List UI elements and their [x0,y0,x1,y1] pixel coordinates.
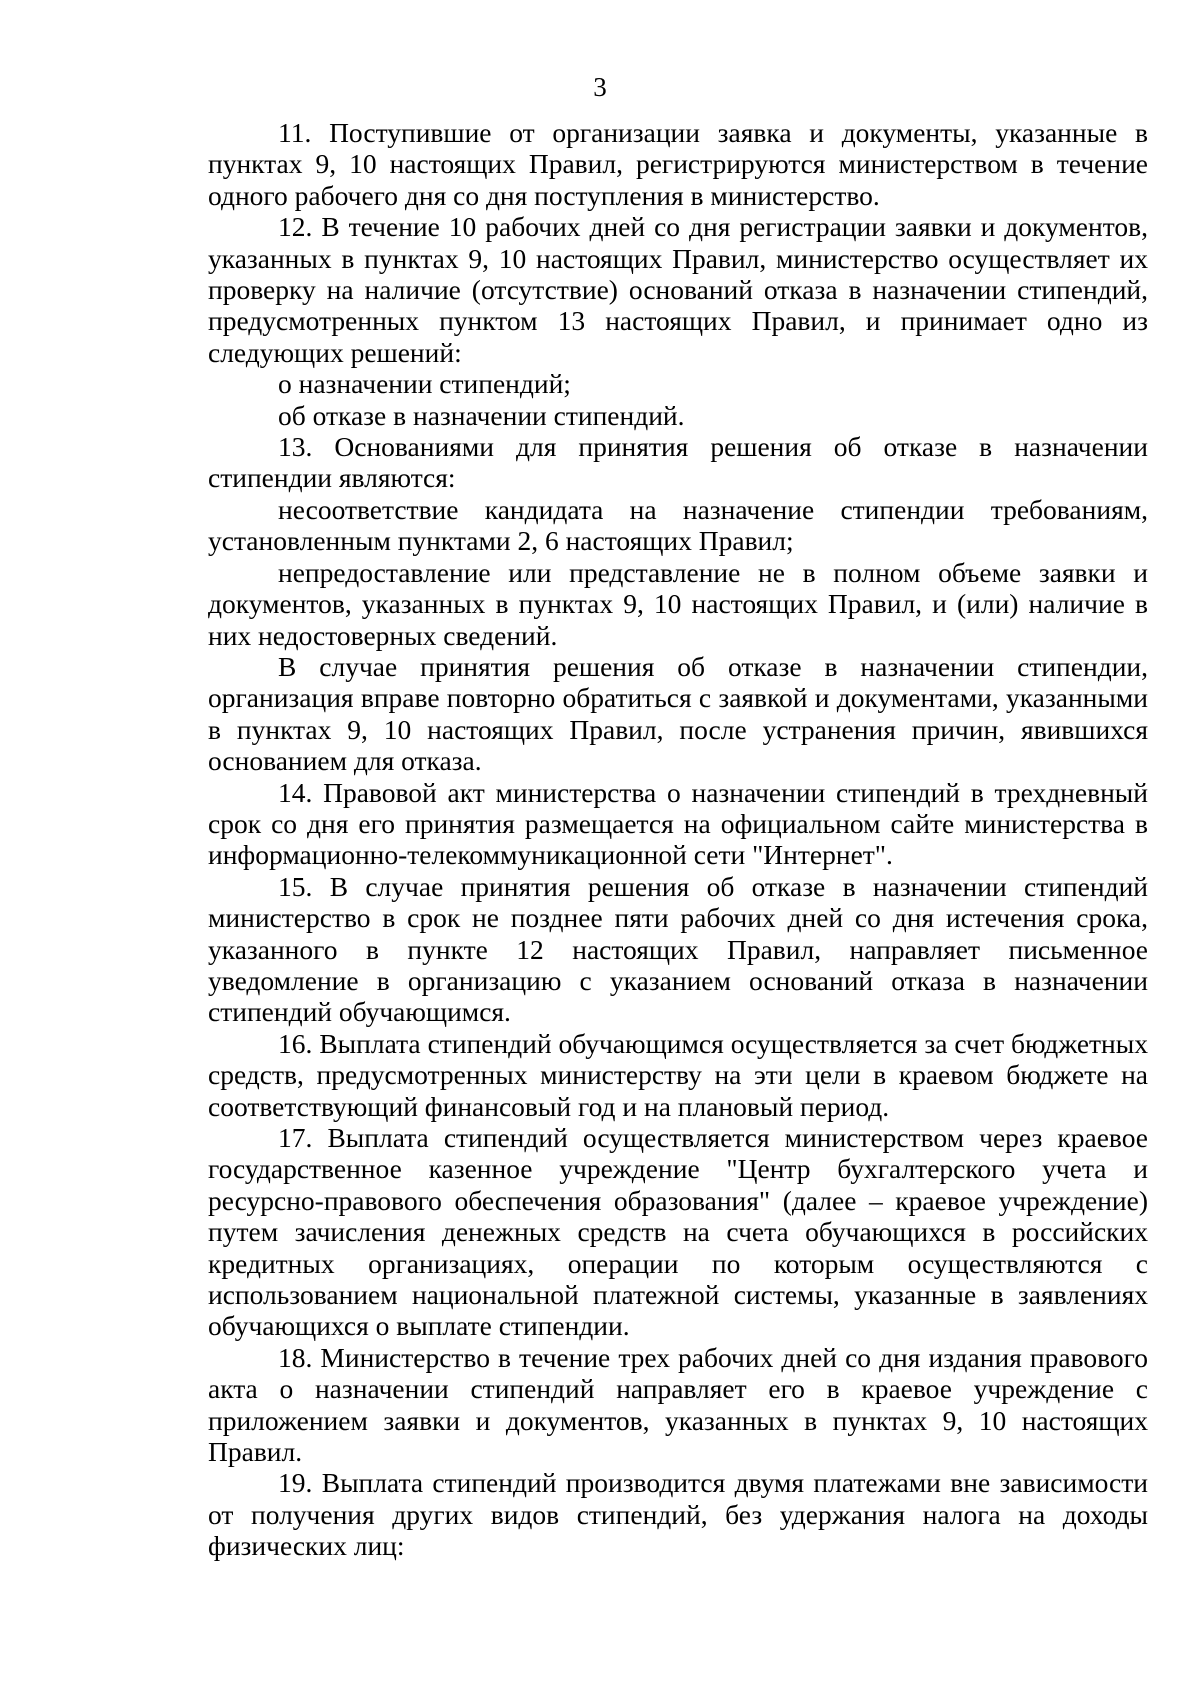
document-body [208,117,1148,1562]
paragraph-12: 12. В течение 10 рабочих дней со дня регистрации заявки и документов, указанных в пунктах 9, 10 настоящих Правил, министерство осуществляет их проверку на наличие (отсутствие) оснований отказа в назначении стипендий, предусмотренных пунктом 13 настоящих Правил, и принимает одно из следующих решений: [208,211,1148,368]
page-number: 3 [593,72,607,102]
paragraph-17: 17. Выплата стипендий осуществляется министерством через краевое государственное казенное учреждение "Центр бухгалтерского учета и ресурсно-правового обеспечения образования" (далее – краевое учреждение) путем зачисления денежных средств на счета обучающихся в российских кредитных организациях, операции по которым осуществляются с использованием национальной платежной системы, указанные в заявлениях обучающихся о выплате стипендии. [208,1122,1148,1342]
paragraph-13: 13. Основаниями для принятия решения об отказе в назначении стипендии являются: [208,431,1148,494]
paragraph-19: 19. Выплата стипендий производится двумя платежами вне зависимости от получения других видов стипендий, без удержания налога на доходы физических лиц: [208,1467,1148,1562]
paragraph-13-ground-2: непредоставление или представление не в полном объеме заявки и документов, указанных в пунктах 9, 10 настоящих Правил, и (или) наличие в них недостоверных сведений. [208,556,1148,651]
paragraph-13-reapply: В случае принятия решения об отказе в назначении стипендии, организация вправе повторно обратиться с заявкой и документами, указанными в пунктах 9, 10 настоящих Правил, после устранения причин, явившихся основанием для отказа. [208,650,1148,777]
paragraph-16: 16. Выплата стипендий обучающимся осуществляется за счет бюджетных средств, предусмотренных министерству на эти цели в краевом бюджете на соответствующий финансовый год и на плановый период. [208,1027,1148,1122]
paragraph-14: 14. Правовой акт министерства о назначении стипендий в трехдневный срок со дня его принятия размещается на официальном сайте министерства в информационно-телекоммуникационной сети "Интернет". [208,776,1148,871]
paragraph-11: 11. Поступившие от организации заявка и документы, указанные в пунктах 9, 10 настоящих Правил, регистрируются министерством в течение одного рабочего дня со дня поступления в министерство. [208,117,1148,211]
paragraph-12-option-grant: о назначении стипендий; [278,368,571,400]
paragraph-13-ground-1: несоответствие кандидата на назначение стипендии требованиям, установленным пунктами 2, 6 настоящих Правил; [208,493,1148,557]
paragraph-15: 15. В случае принятия решения об отказе в назначении стипендий министерство в срок не позднее пяти рабочих дней со дня истечения срока, указанного в пункте 12 настоящих Правил, направляет письменное уведомление в организацию с указанием оснований отказа в назначении стипендий обучающимся. [208,870,1148,1028]
paragraph-12-option-refuse: об отказе в назначении стипендий. [278,399,685,431]
paragraph-18: 18. Министерство в течение трех рабочих дней со дня издания правового акта о назначении стипендий направляет его в краевое учреждение с приложением заявки и документов, указанных в пунктах 9, 10 настоящих Правил. [208,1341,1148,1468]
